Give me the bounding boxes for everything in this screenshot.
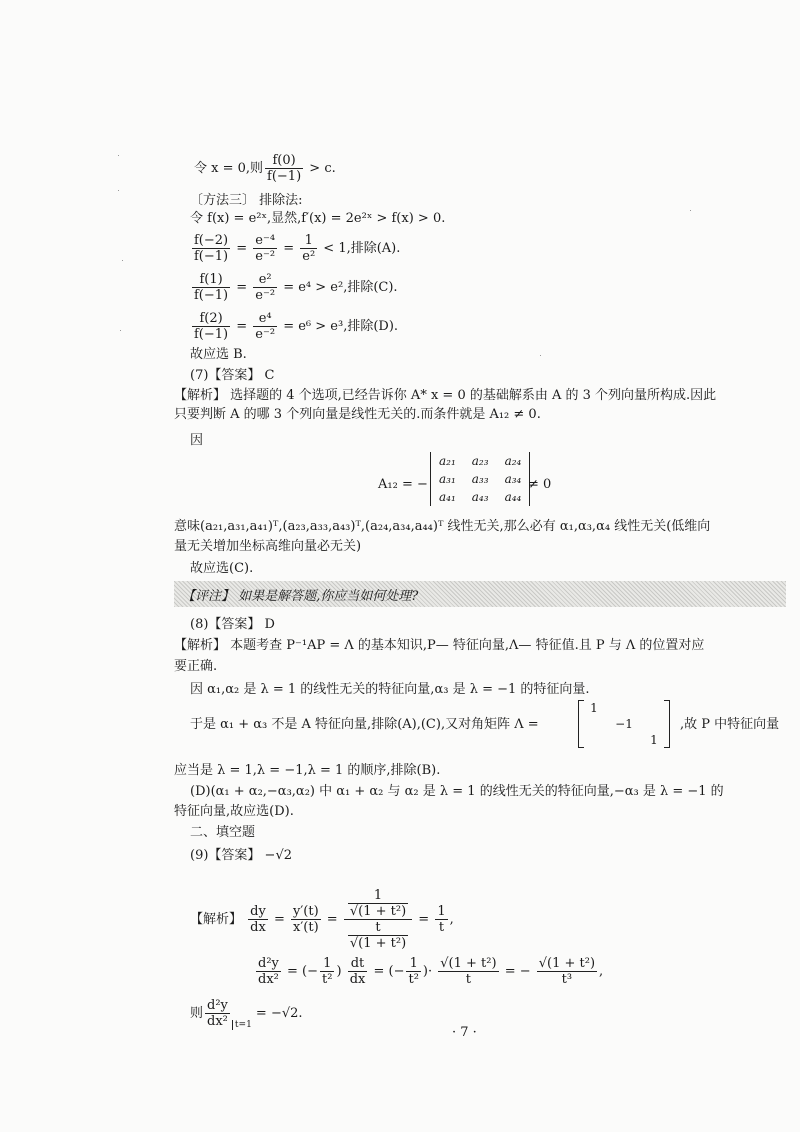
fraction-denominator: e²	[302, 249, 316, 264]
fraction-denominator: dx²	[258, 972, 279, 987]
fraction-denominator: dx	[349, 972, 366, 987]
fraction	[192, 311, 230, 342]
fraction	[300, 233, 317, 264]
answer-7: (7)【答案】 C	[190, 368, 275, 383]
determinant-rhs: ≠ 0	[528, 477, 552, 492]
fraction-denominator: dx	[250, 920, 266, 935]
fraction	[406, 956, 420, 987]
fraction-numerator: y′(t)	[293, 904, 319, 919]
fraction	[348, 956, 368, 987]
fraction-denominator: t	[465, 972, 472, 987]
matrix-row	[579, 700, 669, 716]
line-12: 意味(a₂₁,a₃₁,a₄₁)ᵀ,(a₂₃,a₃₃,a₄₃)ᵀ,(a₂₄,a₃₄,a₄₄)ᵀ 线性无关,那么必有 α₁,α₃,α₄ 线性无关(低维向	[174, 519, 711, 534]
because-label: 因	[190, 433, 204, 448]
fraction-numerator: f(1)	[192, 272, 230, 288]
fraction-numerator: 1	[437, 904, 446, 919]
determinant-cell: a₂₄	[504, 454, 522, 468]
comment-band	[174, 581, 786, 607]
fraction	[435, 904, 447, 935]
matrix-table	[579, 700, 669, 748]
matrix-row	[579, 716, 669, 732]
matrix-cell	[579, 732, 609, 748]
fraction	[192, 233, 230, 264]
evaluation-subscript: t=1	[232, 1020, 252, 1030]
line-4-tail: < 1,排除(A).	[319, 241, 401, 256]
fraction	[256, 956, 281, 987]
determinant-cell: a₃₃	[471, 472, 489, 486]
line-6: $\frac{f(2)}{f(-1)}$ = $\frac{\text{e⁴}}{\text{e⁻²}}$ = e⁶ > e³,排除(D).	[194, 311, 399, 342]
fraction-numerator: d²y	[258, 956, 279, 971]
scan-speck	[120, 330, 121, 331]
line-6-tail: = e⁶ > e³,排除(D).	[279, 319, 399, 334]
determinant-row	[431, 488, 529, 506]
analysis-tag: 【解析】	[190, 912, 243, 927]
fraction-numerator: dt	[348, 956, 368, 972]
page-number: · 7 ·	[452, 1025, 477, 1040]
fraction	[205, 998, 230, 1029]
determinant-cell: a₄₃	[471, 490, 489, 504]
matrix-cell	[639, 716, 669, 732]
fraction-numerator: 1	[320, 956, 334, 972]
answer-8: (8)【答案】 D	[190, 617, 275, 632]
fraction	[320, 956, 334, 987]
line-19-head: 于是 α₁ + α₃ 不是 A 特征向量,排除(A),(C),又对角矩阵 Λ =	[190, 717, 539, 732]
diagonal-matrix	[578, 700, 670, 748]
line-27	[190, 998, 303, 1034]
fraction-numerator: √(1 + t²)	[440, 956, 497, 971]
matrix-cell: 1	[590, 701, 598, 715]
fraction-denominator: t²	[322, 972, 333, 987]
matrix-cell: 1	[650, 733, 658, 747]
scan-speck	[690, 210, 691, 211]
line-18: 因 α₁,α₂ 是 λ = 1 的线性无关的特征向量,α₃ 是 λ = −1 的特征向量.	[190, 682, 590, 697]
determinant-cell: a₂₁	[439, 454, 456, 468]
line-13: 量无关增加坐标高维向量必无关)	[174, 539, 362, 554]
fraction	[537, 956, 597, 987]
determinant	[430, 452, 530, 506]
determinant-row	[431, 470, 529, 488]
analysis-8-line-2: 要正确.	[174, 659, 218, 674]
fraction-numerator: d²y	[207, 998, 228, 1013]
matrix-row	[579, 732, 669, 748]
line-20: 应当是 λ = 1,λ = −1,λ = 1 的顺序,排除(B).	[174, 763, 441, 778]
fraction-denominator: f(−1)	[194, 327, 229, 342]
fraction-denominator: e⁻²	[255, 288, 276, 303]
line-1-tail: > c.	[305, 161, 336, 176]
line-1	[194, 153, 336, 184]
section-heading: 二、填空题	[190, 825, 256, 840]
determinant-cell: a₃₁	[439, 472, 456, 486]
fraction-numerator: f(0)	[265, 153, 303, 169]
analysis-7-line-1: 【解析】 选择题的 4 个选项,已经告诉你 A* x = 0 的基础解系由 A 的 3 个列向量所构成.因此	[174, 388, 717, 403]
line-5-tail: = e⁴ > e²,排除(C).	[279, 280, 398, 295]
scan-speck	[118, 155, 119, 156]
line-26: $\frac{\text{d²y}}{\text{dx²}}$ = (− $\frac{1}{\text{t²}}$ ) $\frac{dt}{dx}$ = (− $\frac{1}{\text{t²}}$ )· $\frac{\text{√(1 + t²)}}{t}$ = − $\frac{\text{√(1 + t²)}}{\text{t³}}$ ,	[258, 956, 604, 987]
fraction-denominator: t	[438, 920, 445, 935]
fraction	[348, 888, 408, 919]
fraction	[253, 272, 277, 303]
line-4: $\frac{f(-2)}{f(-1)}$ = $\frac{\text{e⁻⁴}}{\text{e⁻²}}$ = $\frac{1}{\text{e²}}$ < 1,排除(A).	[194, 233, 401, 264]
fraction	[253, 233, 277, 264]
fraction	[265, 153, 303, 184]
answer-9: (9)【答案】 −√2	[190, 848, 292, 863]
fraction	[348, 920, 408, 951]
fraction-numerator: 1	[406, 956, 420, 972]
determinant-cell: a₂₃	[471, 454, 489, 468]
matrix-cell	[579, 716, 609, 732]
fraction-denominator: dx²	[207, 1014, 228, 1029]
fraction-denominator: t²	[408, 972, 419, 987]
line-3: 令 f(x) = e²ˣ,显然,f′(x) = 2e²ˣ > f(x) > 0.	[190, 211, 446, 226]
fraction-numerator: f(−2)	[194, 233, 229, 248]
fraction-denominator: f(−1)	[194, 249, 229, 264]
fraction-denominator: t³	[561, 972, 573, 987]
fraction-numerator: dy	[250, 904, 266, 919]
matrix-cell: −1	[615, 717, 633, 731]
fraction-denominator: f(−1)	[194, 288, 229, 303]
matrix-cell	[609, 700, 639, 716]
determinant-cell: a₄₁	[439, 490, 456, 504]
scan-speck	[122, 260, 123, 261]
line-5: $\frac{f(1)}{f(-1)}$ = $\frac{\text{e²}}{\text{e⁻²}}$ = e⁴ > e²,排除(C).	[194, 272, 398, 303]
fraction	[291, 904, 321, 935]
line-21: (D)(α₁ + α₂,−α₃,α₂) 中 α₁ + α₂ 与 α₂ 是 λ = 1 的线性无关的特征向量,−α₃ 是 λ = −1 的	[190, 784, 724, 799]
line-25: 【解析】 $\frac{dy}{dx}$ = $\frac{y'(t)}{x'(t)}$ = $\frac{\frac{1}{\text{√(1 + t²)}}}{\frac{t}{\text{√(1 + t²)}}}$ = $\frac{1}{t}$ ,	[190, 888, 454, 951]
determinant-lhs: A₁₂ = −	[378, 477, 428, 492]
fraction	[253, 311, 277, 342]
then-label: 则	[190, 1006, 204, 1021]
determinant-table	[431, 452, 529, 506]
fraction-denominator: e⁻²	[255, 327, 276, 342]
method-three-heading: 〔方法三〕 排除法:	[190, 193, 303, 208]
fraction-numerator: e²	[253, 272, 277, 288]
scan-speck	[118, 190, 119, 191]
line-27-tail: = −√2.	[251, 1006, 303, 1021]
compound-fraction	[344, 888, 412, 951]
fraction-denominator: x′(t)	[293, 920, 319, 935]
fraction-numerator: 1	[348, 888, 408, 904]
line-1-text: 令 x = 0,则	[194, 161, 264, 176]
matrix-cell	[639, 700, 669, 716]
fraction	[248, 904, 268, 935]
line-7: 故应选 B.	[190, 347, 247, 362]
fraction-denominator: e⁻²	[255, 249, 276, 264]
line-22: 特征向量,故应选(D).	[174, 804, 294, 819]
fraction-numerator: e⁴	[253, 311, 277, 327]
matrix-cell	[609, 732, 639, 748]
open-paren: = (−	[287, 964, 319, 979]
scan-speck	[540, 355, 541, 356]
line-14: 故应选(C).	[190, 561, 254, 576]
fraction-denominator: √(1 + t²)	[349, 904, 407, 919]
open-paren: = (−	[373, 964, 405, 979]
comment-text: 【评注】 如果是解答题,你应当如何处理?	[182, 589, 419, 604]
fraction-numerator: √(1 + t²)	[538, 956, 596, 971]
line-19-tail: ,故 P 中特征向量	[680, 717, 780, 732]
fraction-numerator	[344, 888, 412, 920]
fraction	[192, 272, 230, 303]
determinant-cell: a₄₄	[504, 490, 522, 504]
fraction-numerator: t	[348, 920, 408, 936]
fraction	[438, 956, 498, 987]
analysis-7-line-2: 只要判断 A 的哪 3 个列向量是线性无关的.而条件就是 A₁₂ ≠ 0.	[174, 407, 541, 422]
determinant-cell: a₃₄	[504, 472, 522, 486]
determinant-row	[431, 452, 529, 470]
fraction-numerator: f(2)	[192, 311, 230, 327]
analysis-8-line-1: 【解析】 本题考查 P⁻¹AP = Λ 的基本知识,P— 特征向量,Λ— 特征值.且 P 与 Λ 的位置对应	[174, 638, 705, 653]
fraction-numerator: 1	[300, 233, 317, 249]
fraction-denominator: √(1 + t²)	[349, 936, 407, 951]
fraction-denominator: f(−1)	[267, 169, 302, 184]
fraction-denominator	[344, 920, 412, 951]
fraction-numerator: e⁻⁴	[255, 233, 276, 248]
